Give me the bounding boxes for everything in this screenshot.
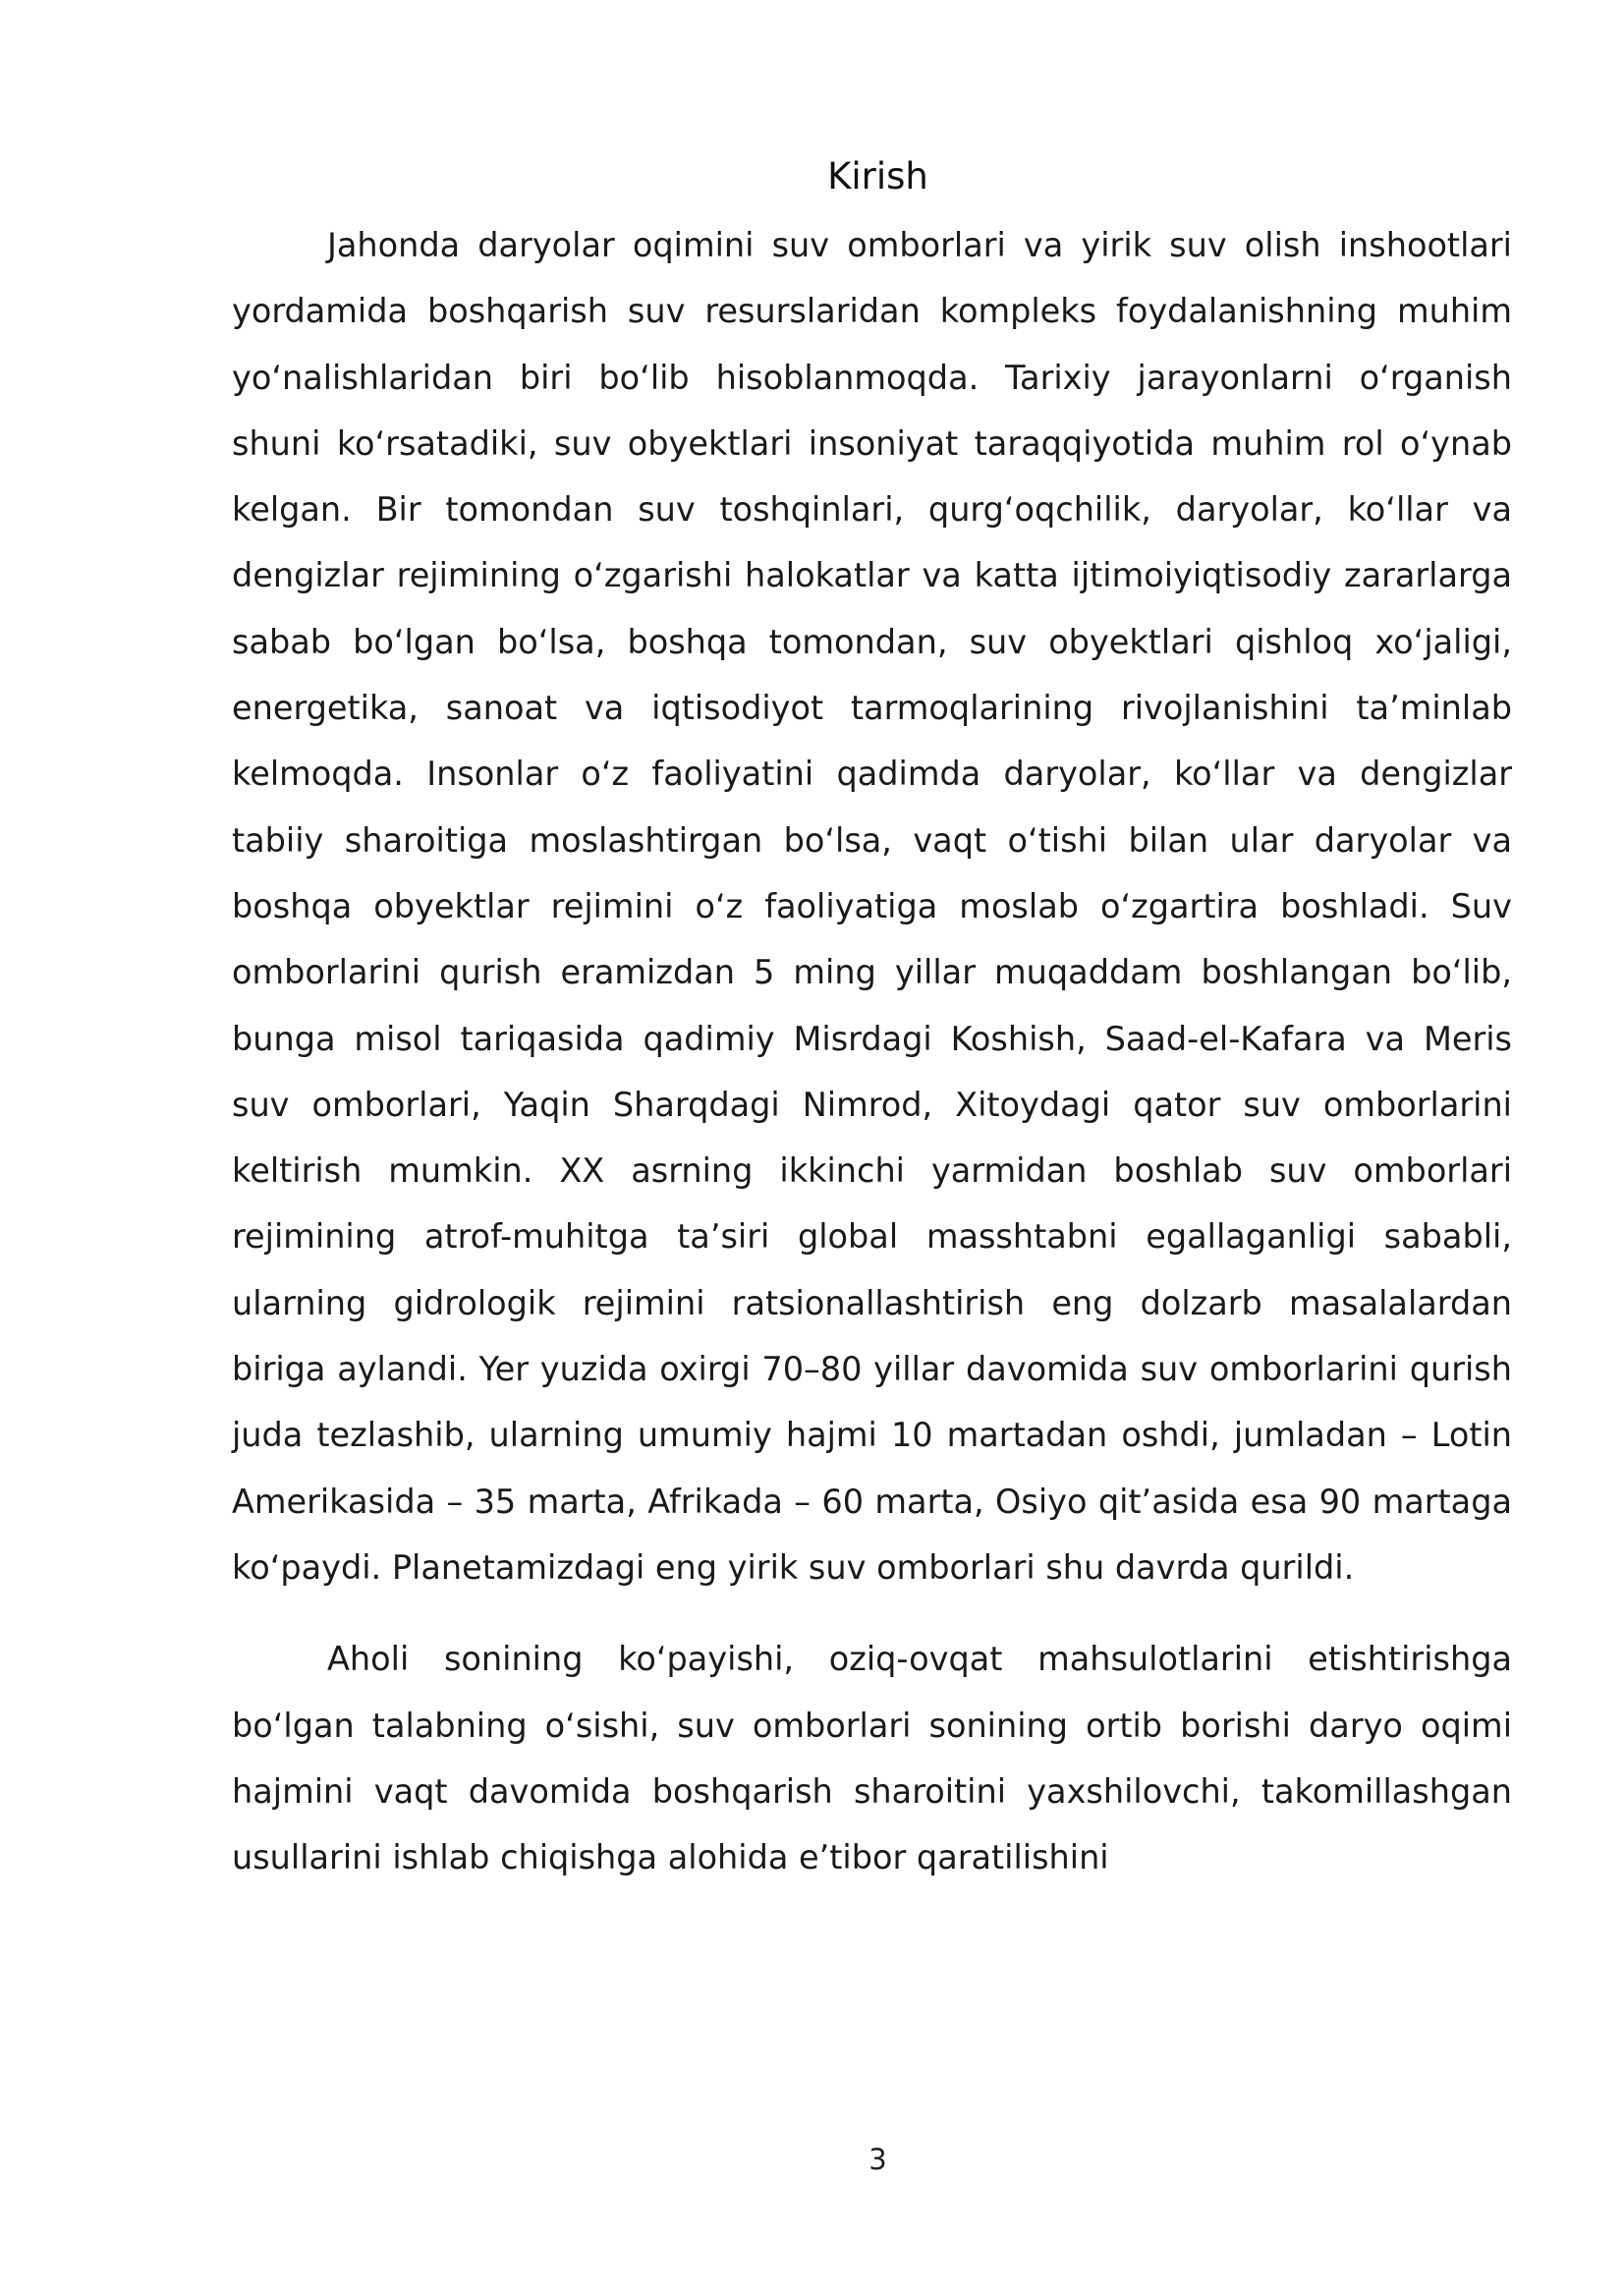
paragraph-1: Jahonda daryolar oqimini suv omborlari va yirik suv olish inshootlari yordamida boshqarish suv resurslaridan kompleks foydalanishning muhim yo‘nalishlaridan biri bo‘lib hisoblanmoqda. Tarixiy jarayonlarni o‘rganish shuni ko‘rsatadiki, suv obyektlari insoniyat taraqqiyotida muhim rol o‘ynab kelgan. Bir tomondan suv toshqinlari, qurg‘oqchilik, daryolar, ko‘llar va dengizlar rejimining o‘zgarishi halokatlar va katta ijtimoiyiqtisodiy zararlarga sabab bo‘lgan bo‘lsa, boshqa tomondan, suv obyektlari qishloq xo‘jaligi, energetika, sanoat va iqtisodiyot tarmoqlarining rivojlanishini ta’minlab kelmoqda. Insonlar o‘z faoliyatini qadimda daryolar, ko‘llar va dengizlar tabiiy sharoitiga moslashtirgan bo‘lsa, vaqt o‘tishi bilan ular daryolar va boshqa obyektlar rejimini o‘z faoliyatiga moslab o‘zgartira boshladi. Suv omborlarini qurish eramizdan 5 ming yillar muqaddam boshlangan bo‘lib, bunga misol tariqasida qadimiy Misrdagi Koshish, Saad-el-Kafara va Meris suv omborlari, Yaqin Sharqdagi Nimrod, Xitoydagi qator suv omborlarini keltirish mumkin. XX asrning ikkinchi yarmidan boshlab suv omborlari rejimining atrof-muhitga ta’siri global masshtabni egallaganligi sababli, ularning gidrologik rejimini ratsionallashtirish eng dolzarb masalalardan biriga aylandi. Yer yuzida oxirgi 70–80 yillar davomida suv omborlarini qurish juda tezlashib, ularning umumiy hajmi 10 martadan oshdi, jumladan – Lotin Amerikasida – 35 marta, Afrikada – 60 marta, Osiyo qit’asida esa 90 martaga ko‘paydi. Planetamizdagi eng yirik suv omborlari shu davrda qurildi. <box>232 226 1512 1587</box>
page-number: 3 <box>868 2143 887 2176</box>
section-title: Kirish <box>827 155 928 197</box>
body-text <box>232 212 1512 1890</box>
paragraph-2: Aholi sonining ko‘payishi, oziq-ovqat mahsulotlarini etishtirishga bo‘lgan talabning o‘sishi, suv omborlari sonining ortib borishi daryo oqimi hajmini vaqt davomida boshqarish sharoitini yaxshilovchi, takomillashgan usullarini ishlab chiqishga alohida e’tibor qaratilishini <box>232 1640 1512 1877</box>
